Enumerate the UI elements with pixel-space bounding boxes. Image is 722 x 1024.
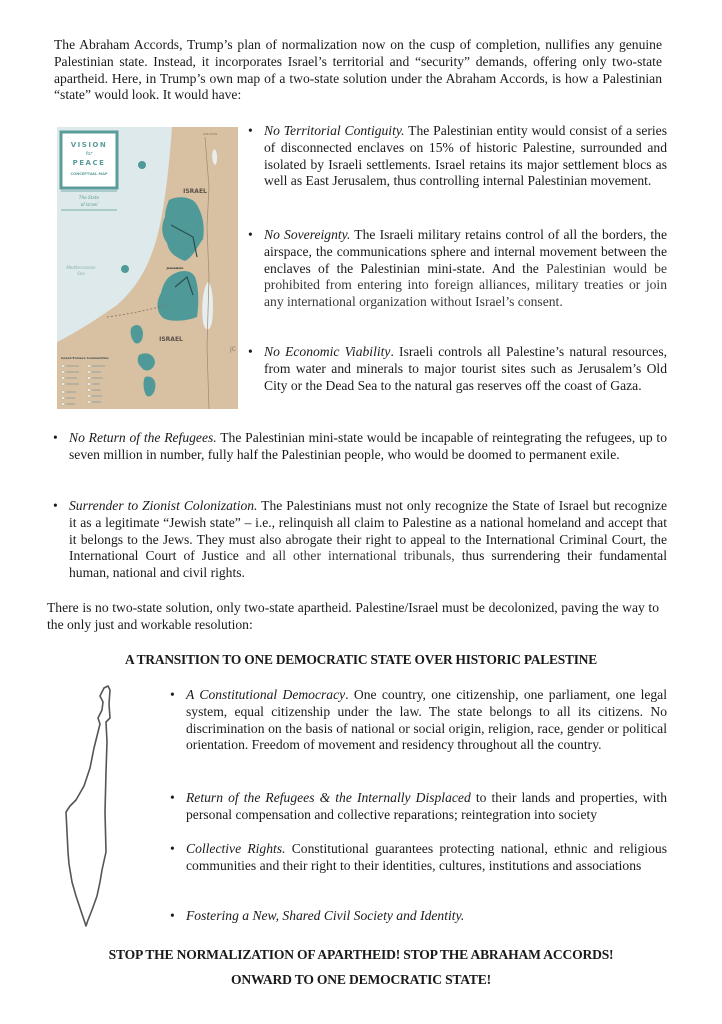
bullet-text: Constitutional guarantees protecting national, ethnic and religious communities and their right to their identities, cultures, institutions and associations — [186, 841, 667, 873]
bullet-text: The Palestinians must not only recognize the State of Israel but recognize it as a legitimate “Jewish state” – i.e., relinquish all claim to Palestine as a national homeland and accept that it belongs to the Jews. They must also abrogate their right to appeal to the International Criminal Court, the International Court of Justice — [69, 498, 667, 564]
bullet-lead: Collective Rights. — [186, 841, 286, 856]
bullet-no-territorial-contiguity — [248, 123, 667, 190]
bullet-text-tail: thus surrendering their fundamental human, national and civil rights. — [69, 548, 667, 581]
bullet-icon: • — [53, 430, 58, 445]
slogan-stop-normalization: STOP THE NORMALIZATION OF APARTHEID! STOP THE ABRAHAM ACCORDS! — [108, 947, 614, 962]
bullet-text: . One country, one citizenship, one parliament, one legal system, equal citizenship under the law. The state belongs to all its citizens. No discrimination on the basis of national or social origin, religion, race, gender or political orientation. Freedom of movement and residency throughout all the country. — [186, 687, 667, 753]
bullet-text: to their lands and properties, with personal compensation and collective reparations; reintegration into society — [186, 790, 667, 822]
bullet-icon: • — [248, 123, 253, 138]
slogan-onward: ONWARD TO ONE DEMOCRATIC STATE! — [231, 972, 491, 987]
bullet-text: The Palestinian mini-state would be incapable of reintegrating the refugees, up to seven million in number, fully half the Palestinian people, who would be doomed to permanent exile. — [69, 430, 667, 462]
sea-label-2: Sea — [77, 271, 85, 276]
bullet-lead: No Return of the Refugees. — [69, 430, 217, 445]
bullet-icon: • — [170, 687, 175, 702]
bullet-text-grey: Palestinian would be prohibited from entering into foreign alliances, military treaties or join any international organization without Israel’s consent. — [264, 260, 667, 310]
sea-label-1: Mediterranean — [66, 265, 96, 270]
bullet-icon: • — [170, 841, 175, 856]
bullet-lead: Fostering a New, Shared Civil Society and Identity. — [186, 908, 465, 923]
label-jordan: JC — [230, 346, 236, 353]
label-israel-south: ISRAEL — [159, 336, 183, 343]
bullet-text: The Israeli military retains control of all the borders, the airspace, the communications sphere and internal movement between the enclaves of the Palestinian mini-state. And the — [264, 227, 668, 276]
bullet-no-economic-viability — [248, 344, 668, 394]
bullet-lead: No Economic Viability — [264, 344, 391, 359]
bullet-icon: • — [248, 344, 253, 359]
bullet-collective-rights — [170, 841, 667, 875]
map-caption-2: of Israel — [80, 202, 98, 207]
bullet-constitutional-democracy — [170, 687, 667, 754]
bullet-text: The Palestinian entity would consist of a series of disconnected enclaves on 15% of historic Palestine, surrounded and isolated by Israeli settlements. Israel retains its major settlement blocs as well as East Jerusalem, thus controlling internal Palestinian movement. — [264, 123, 667, 189]
label-israel-north: ISRAEL — [183, 188, 207, 195]
bullet-lead: No Territorial Contiguity. — [264, 123, 405, 138]
map-title-for: for — [85, 151, 93, 157]
map-caption-1: The State — [78, 195, 100, 200]
bullet-icon: • — [53, 498, 58, 513]
historic-palestine-outline-icon — [64, 682, 114, 928]
bullet-icon: • — [170, 790, 175, 805]
section-heading: A TRANSITION TO ONE DEMOCRATIC STATE OVER HISTORIC PALESTINE — [125, 652, 597, 667]
bullet-surrender-to-colonization — [53, 498, 667, 582]
bullet-return-of-refugees — [170, 790, 667, 824]
vision-for-peace-map — [57, 127, 238, 409]
bullet-icon: • — [248, 227, 253, 242]
bullet-no-return-of-refugees — [53, 430, 667, 464]
map-title-peace: PEACE — [72, 159, 106, 167]
legend-title: Israeli Enclave Communities — [61, 356, 109, 360]
map-subtitle: CONCEPTUAL MAP — [70, 172, 108, 176]
bullet-lead: Surrender to Zionist Colonization. — [69, 498, 258, 513]
label-jerusalem: Jerusalem — [166, 266, 184, 270]
port-icon-haifa — [138, 161, 146, 169]
bullet-lead: A Constitutional Democracy — [186, 687, 346, 702]
bullet-text-grey: and all other international tribunals, — [245, 548, 455, 564]
outro-paragraph: There is no two-state solution, only two-state apartheid. Palestine/Israel must be decolonized, paving the way to the only just and workable resolution: — [47, 600, 659, 632]
bullet-no-sovereignty — [248, 227, 668, 311]
label-lebanon: LEBANON — [202, 132, 218, 136]
bullet-lead: Return of the Refugees & the Internally Displaced — [186, 790, 471, 805]
bullet-text: . Israeli controls all Palestine’s natural resources, from water and minerals to major tourist sites such as Jerusalem’s Old City or the Dead Sea to the natural gas reserves off the coast of Gaza. — [264, 344, 668, 393]
bullet-icon: • — [170, 908, 175, 923]
bullet-lead: No Sovereignty. — [264, 227, 351, 242]
port-icon-ashdod — [121, 265, 129, 273]
bullet-shared-civil-society — [170, 908, 667, 925]
map-title-vision: VISION — [70, 141, 108, 149]
intro-paragraph: The Abraham Accords, Trump’s plan of normalization now on the cusp of completion, nullifies any genuine Palestinian state. Instead, it incorporates Israel’s territorial and “security” demands, offering only two-state apartheid. Here, in Trump’s own map of a two-state solution under the Abraham Accords, is how a Palestinian “state” would look. It would have: — [54, 37, 662, 103]
